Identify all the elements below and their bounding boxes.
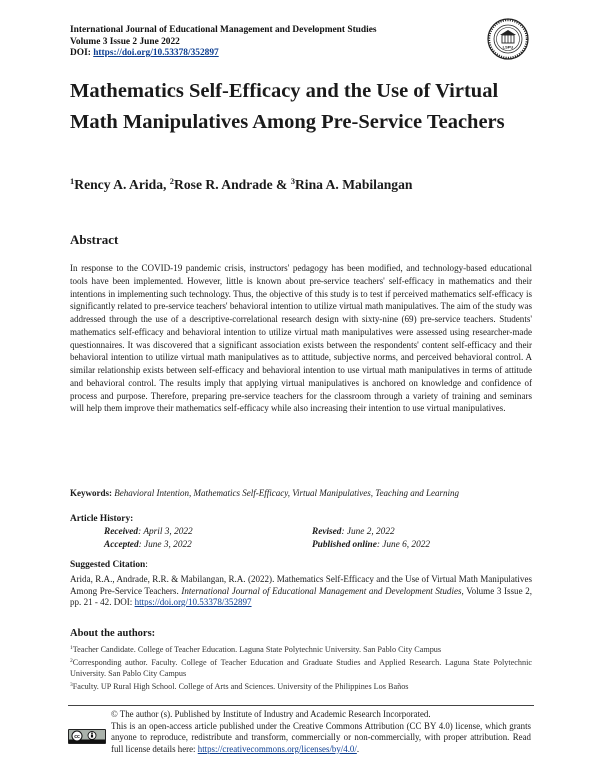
author-sup: 2 [169,176,175,186]
abstract-body: In response to the COVID-19 pandemic crisis, instructors' pedagogy has been modified, and technology-based educational tools have been implemented. However, little is known about pre-service teachers' self-efficacy in mathematics and their intentions in implementing such technology. Thus, the objective of this study is to test if perceived mathematics self-efficacy is significantly related to pre-service teachers' behavioral intention to utilize virtual math manipulatives. The aim of the study was addressed through the use of a descriptive-correlational research design with sixty-nine (69) pre-service teachers. Students' mathematics self-efficacy and behavioral intention to utilize virtual math manipulatives were assessed using researcher-made questionnaires. It was discovered that a significant association exists between the respondents' content self-efficacy and their behavioral intention to utilize virtual math manipulatives as to attitude, subjective norms, and perceived behavioral control. A similar relationship exists between self-efficacy and behavioral intention to use virtual math manipulatives in terms of attitude and behavioral control. The results imply that applying virtual manipulatives is anchored on knowledge and confidence of process and purpose. Therefore, preparing pre-service teachers for the classroom through a variety of training and seminars will help them improve their mathematics self-efficacy while also increasing their intention to use virtual manipulatives. [70,263,532,414]
journal-header [70,25,490,60]
keywords-value: Behavioral Intention, Mathematics Self-Efficacy, Virtual Manipulatives, Teaching and Learning [114,488,459,498]
author: $^2$Rose R. Andrade & [169,176,291,192]
abstract-heading: Abstract [70,232,119,247]
author: $^3$Rina A. Mabilangan [290,176,413,192]
affiliation-item: $^1$Teacher Candidate. College of Teacher Education. Laguna State Polytechnic University. San Pablo City Campus [70,645,442,654]
history-accepted: Accepted: June 3, 2022 [104,540,192,550]
history-row [104,539,524,552]
license-description: This is an open-access article published under the Creative Commons Attribution (CC BY 4.0) license, which grants anyone to reproduce, redistribute and transform, commercially or non-commercially, with proper attribution. Read full license details here: [111,720,531,754]
doi-label: DOI: [70,48,91,59]
citation-body: Arida, R.A., Andrade, R.R. & Mabilangan, R.A. (2022). Mathematics Self-Efficacy and the Use of Virtual Math Manipulatives Among Pre-Service Teachers. International Journal of Educational Management and Development Studies, Volume 3 Issue 2, pp. 21 - 42. DOI: https://doi.org/10.53378/352897 [70,574,532,607]
creative-commons-by-icon[interactable] [68,729,106,744]
license-text: © The author (s). Published by Institute of Industry and Academic Research Incorporated. This is an open-access article published under the Creative Commons Attribution (CC BY 4.0) license, which grants anyone to reproduce, redistribute and transform, commercially or non-commercially, with proper attribution. Read full license details here: https://creativecommons.org/licenses/by/4.0/. [111,709,531,754]
university-seal-icon [487,18,529,60]
author: $^1$Rency A. Arida, [70,176,170,192]
author-list [70,176,530,193]
seal-text: LSPU [502,44,514,50]
affiliation-item: $^2$Corresponding author. Faculty. College of Teacher Education and Graduate Studies and Applied Research. Laguna State Polytechnic University. San Pablo City Campus [70,657,532,678]
author-sup: 3 [290,176,295,186]
keywords [70,488,532,498]
citation-heading: Suggested Citation: [70,560,148,570]
affiliation-item: $^3$Faculty. UP Rural High School. College of Arts and Sciences. University of the Philippines Los Baños [70,681,409,691]
article-history-heading: Article History: [70,514,134,524]
cc-badge-graphic [69,730,105,743]
history-received: Received: April 3, 2022 [104,527,193,537]
journal-name: International Journal of Educational Management and Development Studies [70,25,377,35]
citation-journal: International Journal of Educational Management and Development Studies [181,585,462,596]
author-sup: 1 [70,176,75,186]
history-published: Published online: June 6, 2022 [312,540,431,550]
history-row [104,526,524,539]
journal-doi [70,48,490,60]
license-link[interactable]: https://creativecommons.org/licenses/by/4.0/ [197,743,357,754]
history-revised: Revised: June 2, 2022 [312,527,395,537]
paper-title: Mathematics Self-Efficacy and the Use of Virtual Math Manipulatives Among Pre-Service Teachers [70,80,505,133]
svg-text:cc: cc [74,734,80,740]
about-authors-heading: About the authors: [70,628,156,639]
keywords-label: Keywords: [70,488,112,498]
copyright-line: © The author (s). Published by Institute of Industry and Academic Research Incorporated. [111,709,431,719]
journal-volume: Volume 3 Issue 2 June 2022 [70,36,180,47]
citation-doi-link[interactable]: https://doi.org/10.53378/352897 [134,597,252,607]
license-divider [68,705,534,706]
doi-link[interactable]: https://doi.org/10.53378/352897 [93,48,219,59]
article-history [104,526,524,552]
author-affiliations [70,643,532,693]
